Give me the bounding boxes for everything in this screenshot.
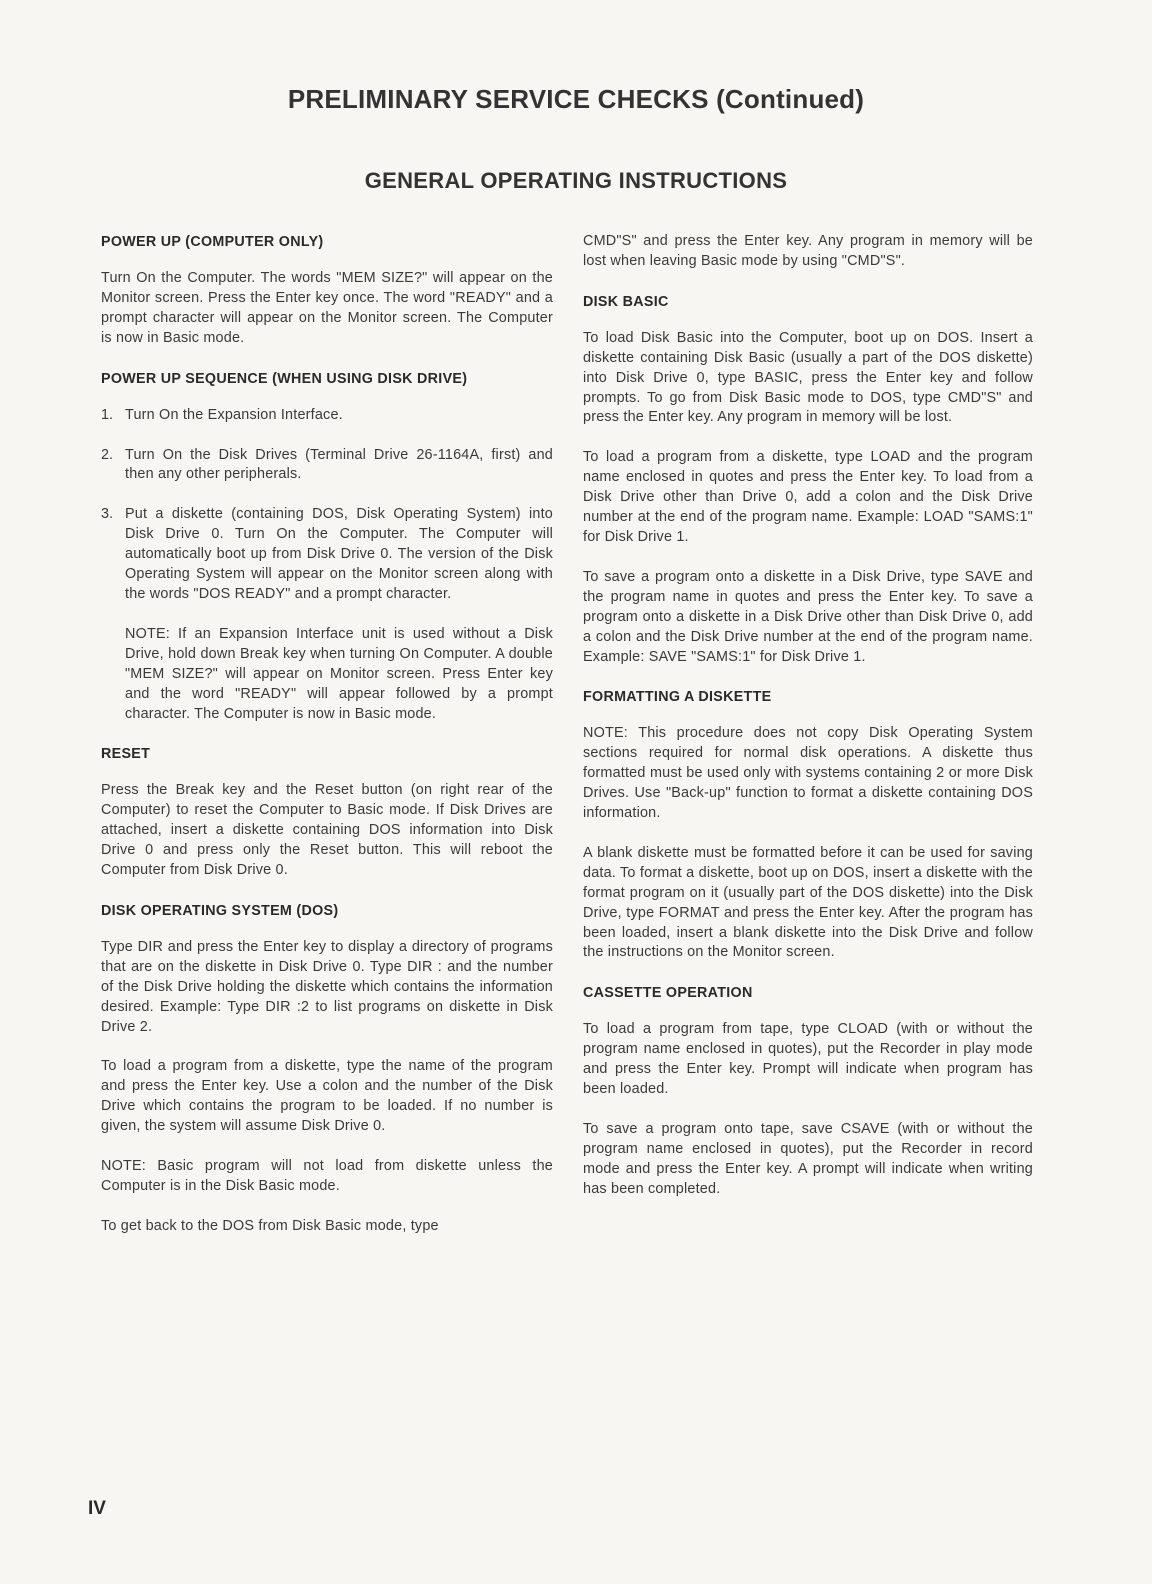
list-item [101,406,553,426]
list-item-number: 3. [101,506,114,523]
formatting-note: NOTE: This procedure does not copy Disk Operating System sections required for normal disk operations. A diskette thus formatted must be used only with systems containing 2 or more Disk Drives. Use "Back-up" function to format a diskette containing DOS information. [583,725,1033,822]
page-number: IV [88,1498,106,1519]
left-column [101,232,553,1257]
formatting-heading: FORMATTING A DISKETTE [583,689,772,706]
dos-paragraph-4: To get back to the DOS from Disk Basic mode, type [101,1217,439,1234]
disk-basic-paragraph-3: To save a program onto a diskette in a Disk Drive, type SAVE and the program name in quotes and press the Enter key. To save a program onto a diskette in a Disk Drive other than Disk Drive 0, add a colon and the Disk Drive number at the end of the program name. Example: SAVE "SAMS:1" for Disk Drive 1. [583,568,1033,665]
formatting-paragraph: A blank diskette must be formatted before it can be used for saving data. To format a diskette, boot up on DOS, insert a diskette with the format program on it (usually part of the DOS diskette) into the Disk Drive, type FORMAT and press the Enter key. After the program has been loaded, insert a blank diskette into the Disk Drive and follow the instructions on the Monitor screen. [583,844,1033,961]
page-title: PRELIMINARY SERVICE CHECKS (Continued) [287,84,865,114]
power-up-paragraph: Turn On the Computer. The words "MEM SIZE?" will appear on the Monitor screen. Press the Enter key once. The word "READY" and a prompt character will appear on the Monitor screen. The Computer is now in Basic mode. [101,270,553,346]
continued-paragraph: CMD"S" and press the Enter key. Any program in memory will be lost when leaving Basic mode by using "CMD"S". [583,233,1033,269]
cassette-paragraph-1: To load a program from tape, type CLOAD (with or without the program name enclosed in quotes), put the Recorder in play mode and press the Enter key. Prompt will indicate when program has been loaded. [583,1021,1033,1098]
list-item-text: Turn On the Expansion Interface. [125,406,343,423]
expansion-note: NOTE: If an Expansion Interface unit is used without a Disk Drive, hold down Break key when turning On Computer. A double "MEM SIZE?" will appear on Monitor screen. Press Enter key and the word "READY" will appear followed by a prompt character. The Computer is now in Basic mode. [125,625,553,722]
reset-heading: RESET [101,746,151,763]
list-item [101,505,553,605]
disk-basic-paragraph-2: To load a program from a diskette, type LOAD and the program name enclosed in quotes and press the Enter key. To load from a Disk Drive other than Drive 0, add a colon and the Disk Drive number at the end of the program name. Example: LOAD "SAMS:1" for Disk Drive 1. [583,449,1033,545]
reset-paragraph: Press the Break key and the Reset button (on right rear of the Computer) to reset the Computer to Basic mode. If Disk Drives are attached, insert a diskette containing DOS information into Disk Drive 0 and press only the Reset button. This will reboot the Computer from Disk Drive 0. [101,782,553,879]
dos-note: NOTE: Basic program will not load from diskette unless the Computer is in the Disk Basic mode. [101,1158,553,1194]
power-up-sequence-list [101,406,553,605]
right-column [583,232,1033,1220]
cassette-paragraph-2: To save a program onto tape, save CSAVE (with or without the program name enclosed in quotes), put the Recorder in record mode and press the Enter key. A prompt will indicate when writing has been completed. [583,1121,1033,1197]
list-item [101,446,553,486]
cassette-heading: CASSETTE OPERATION [583,985,753,1002]
power-up-sequence-heading: POWER UP SEQUENCE (WHEN USING DISK DRIVE) [101,370,468,387]
disk-basic-heading: DISK BASIC [583,293,669,310]
dos-paragraph-2: To load a program from a diskette, type the name of the program and press the Enter key. Use a colon and the number of the Disk Drive which contains the program to be loaded. If no number is given, the system will assume Disk Drive 0. [101,1058,553,1135]
power-up-heading: POWER UP (COMPUTER ONLY) [101,234,324,250]
list-item-number: 2. [101,446,114,463]
dos-heading: DISK OPERATING SYSTEM (DOS) [101,902,339,919]
disk-basic-paragraph-1: To load Disk Basic into the Computer, boot up on DOS. Insert a diskette containing Disk Basic (usually a part of the DOS diskette) into Disk Drive 0, type BASIC, press the Enter key and follow prompts. To go from Disk Basic mode to DOS, type CMD"S" and press the Enter key. Any program in memory will be lost. [583,329,1033,426]
list-item-text: Turn On the Disk Drives (Terminal Drive 26-1164A, first) and then any other peripherals. [125,446,553,483]
list-item-text: Put a diskette (containing DOS, Disk Operating System) into Disk Drive 0. Turn On the Computer. The Computer will automatically boot up from Disk Drive 0. The version of the Disk Operating System will appear on the Monitor screen along with the words "DOS READY" and a prompt character. [125,506,553,602]
page-subtitle: GENERAL OPERATING INSTRUCTIONS [364,168,788,193]
list-item-number: 1. [101,406,114,423]
dos-paragraph-1: Type DIR and press the Enter key to display a directory of programs that are on the diskette in Disk Drive 0. Type DIR : and the number of the Disk Drive holding the diskette which contains the information desired. Example: Type DIR :2 to list programs on diskette in Disk Drive 2. [101,938,553,1035]
